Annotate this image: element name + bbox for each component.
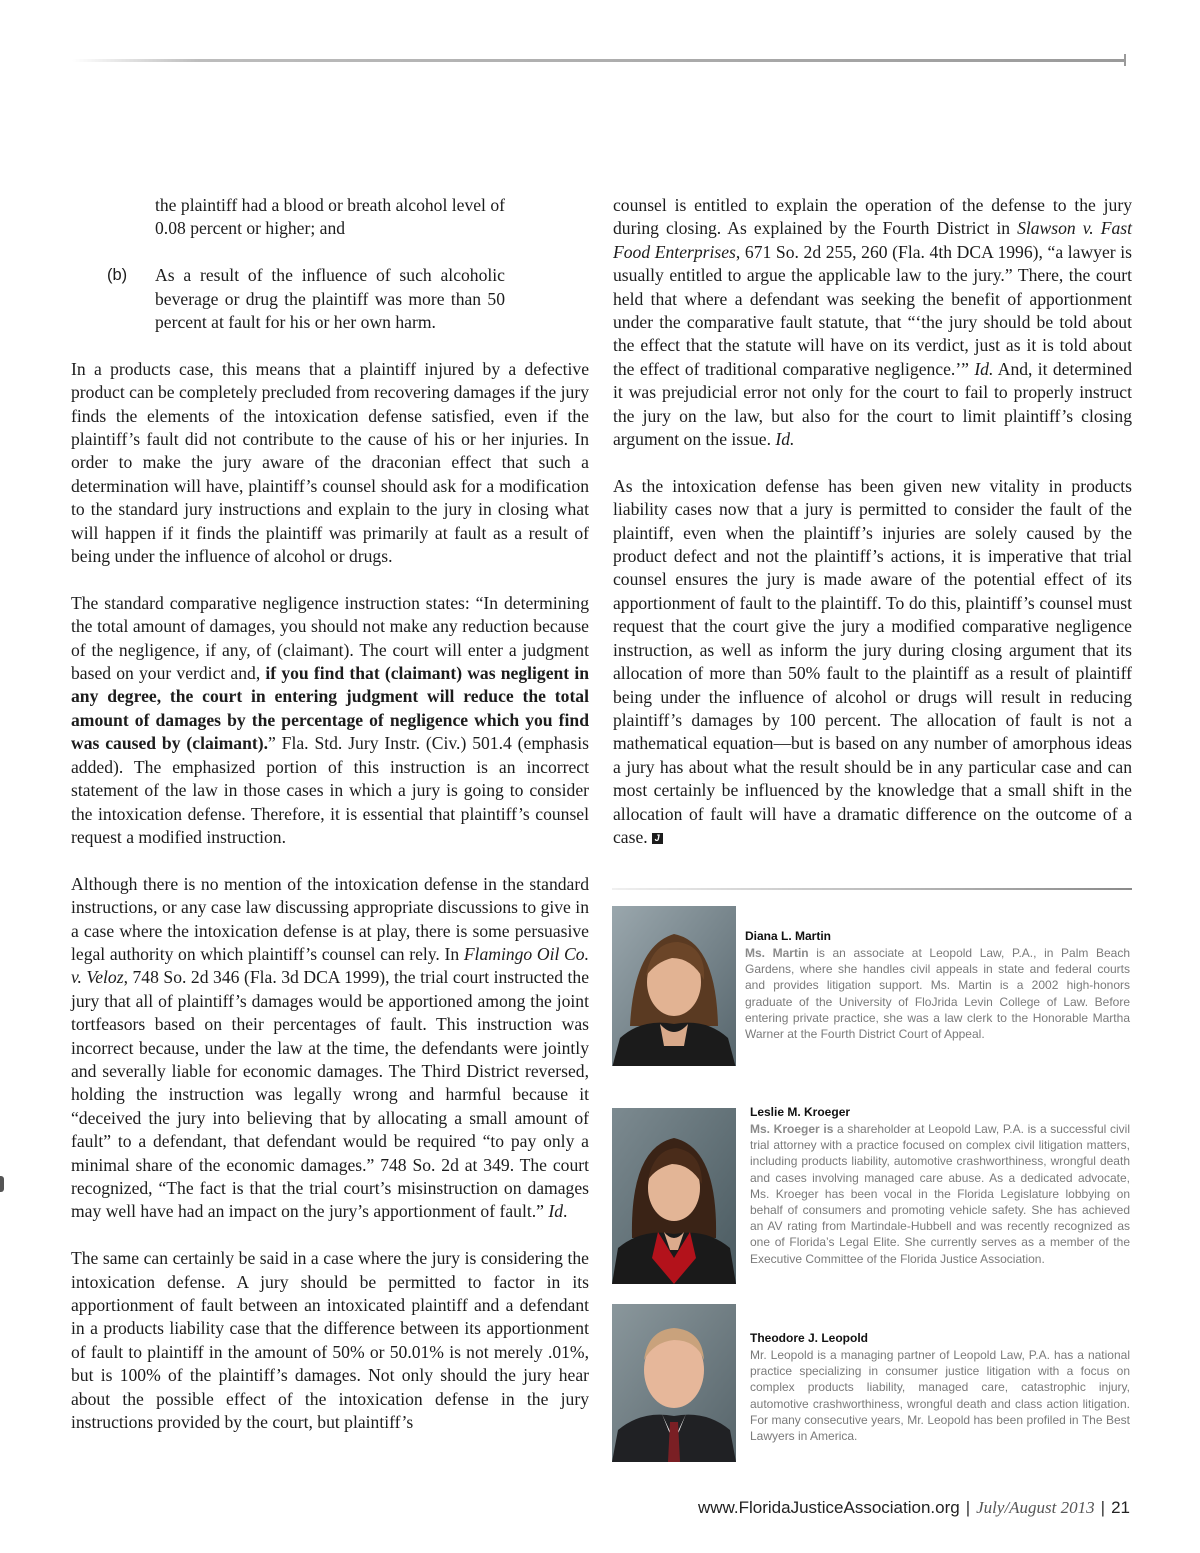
paragraph-closing-argument [613, 194, 1132, 451]
page-edge-tab [0, 1176, 4, 1192]
paragraph-conclusion [613, 475, 1132, 850]
left-column [71, 194, 589, 1434]
paragraph-flamingo-oil [71, 873, 589, 1224]
bio-name-kroeger: Leslie M. Kroeger [750, 1105, 851, 1119]
footer-separator-2: | [1100, 1498, 1106, 1517]
case-name-flamingo: Flamingo Oil Co. v. Veloz [71, 943, 589, 988]
author-photo-kroeger [612, 1108, 736, 1284]
list-item-a-text: the plaintiff had a blood or breath alcohol level of 0.08 percent or higher; and [155, 195, 505, 239]
bio-body-leopold: Mr. Leopold is a managing partner of Leopold Law, P.A. has a national practice specializing in consumer justice litigation with a focus on complex products liability, managed care, catastrophic injury, automotive crashworthiness, wrongful death and class action litigation. For many consecutive years, Mr. Leopold has been profiled in The Best Lawyers in America. [750, 1348, 1130, 1444]
emphasized-instruction: if you find that (claimant) was negligent in any degree, the court in entering judgment will reduce the total amount of damages by the percentage of negligence which you find was caused by (claimant). [71, 663, 590, 754]
footer-page-number: 21 [1111, 1498, 1130, 1517]
footer-separator-1: | [965, 1498, 971, 1517]
list-item-b [71, 264, 505, 334]
footer-issue: July/August 2013 [976, 1498, 1095, 1517]
page-footer [600, 1498, 1130, 1524]
paragraph-products-case: In a products case, this means that a plaintiff injured by a defective product can be completely precluded from recovering damages if the jury finds the elements of the intoxication defense satisfied, even if the plaintiff’s fault did not contribute to the cause of his or her injuries. In order to make the jury aware of the draconian effect that such a determination will have, plaintiff’s counsel should ask for a modification to the standard jury instructions and explain to the jury in closing what will happen if it finds the plaintiff was primarily at fault as a result of being under the influence of alcohol or drugs. [71, 358, 589, 567]
paragraph-standard-instruction-start: The standard comparative negligence instruction states: “In determining the total amount of damages, you should not make any reduction because of the negligence, if any, of (claimant). The court will enter a judgment based on your verdict and, [71, 592, 589, 684]
id-citation-2: Id. [775, 429, 795, 450]
paragraph-standard-instruction [71, 592, 589, 849]
paragraph-flamingo-start: Although there is no mention of the intoxication defense in the standard instructions, or any case law discussing appropriate discussions to give in a case where the intoxication defense is at play, there is some persuasive legal authority on which plaintiff’s counsel can rely. In [71, 873, 589, 964]
list-marker-b: (b) [107, 266, 128, 285]
paragraph-flamingo-mid: , 748 So. 2d 346 (Fla. 3d DCA 1999), the trial court instructed the jury that all of plaintiff’s damages would be apportioned among the joint tortfeasors based on their percentages of fault. This instruction was incorrect because, under the law at the time, the defendants were jointly and severally liable for economic damages. The Third District reversed, holding the instruction was legally wrong and harmful because it “deceived the jury into believing that by allocating a small amount of fault” to a defendant, that defendant would be required “to pay only a minimal share of the economic damages.” 748 So. 2d at 349. The court recognized, “The fact is that the trial court’s misinstruction on damages may well have had an impact on the jury’s apportionment of fault.” [71, 967, 590, 1222]
paragraph-same-said: The same can certainly be said in a case where the jury is considering the intoxication defense. A jury should be permitted to factor in its apportionment of fault between an intoxicated plaintiff and a defendant in a products liability case that the difference between its apportionment of fault to plaintiff in the amount of 50% or 50.01% is not merely .01%, but is 100% of the plaintiff’s damages. Not only should the jury hear about the possible effect of the intoxication defense in the jury instructions provided by the court, but plaintiff’s [71, 1248, 589, 1433]
bio-divider [612, 888, 1132, 890]
paragraph-flamingo-end: . [563, 1201, 568, 1222]
case-name-slawson: Slawson v. Fast Food Enterprises [613, 218, 1133, 262]
list-item-b-text: As a result of the influence of such alcoholic beverage or drug the plaintiff was more than 50 percent at fault for his or her own harm. [155, 265, 505, 333]
bio-body-kroeger: a shareholder at Leopold Law, P.A. is a successful civil trial attorney with a practice focused on complex civil litigation matters, including products liability, automotive crashworthiness, wrongful death and cases involving managed care abuse. As a dedicated advocate, Ms. Kroeger has been vocal in the Florida Legislature lobbying on behalf of consumers and promoting vehicle safety. She has achieved an AV rating from Martindale-Hubbell and was recently recognized as one of Florida’s Legal Elite. She currently serves as a member of the Executive Committee of the Florida Justice Association. [750, 1122, 1131, 1266]
bio-text-martin [745, 928, 1130, 1042]
right-column [613, 194, 1132, 849]
end-of-article-icon: J [652, 833, 663, 844]
paragraph-closing-mid: , 671 So. 2d 255, 260 (Fla. 4th DCA 1996), “a lawyer is usually entitled to argue the applicable law to the jury.” There, the court held that where a defendant was seeking the benefit of apportionment under the comparative fault statute, that “‘the jury should be told about the effect that the statute will have on its verdict, just as it is told about the effect of traditional comparative negligence.’” [613, 241, 1132, 379]
paragraph-standard-instruction-end: ” Fla. Std. Jury Instr. (Civ.) 501.4 (emphasis added). The emphasized portion of this instruction is an incorrect statement of the law in those cases in which a jury is going to consider the intoxication defense. Therefore, it is essential that plaintiff’s counsel request a modified instruction. [71, 733, 589, 847]
bio-lead-kroeger: Ms. Kroeger is [750, 1122, 834, 1136]
paragraph-closing-start: counsel is entitled to explain the operation of the defense to the jury during closing. As explained by the Fourth District in [613, 195, 1132, 239]
paragraph-closing-mid2: And, it determined it was prejudicial error not only for the court to fail to properly instruct the jury on the law, but also for the court to limit plaintiff’s closing argument on the issue. [613, 358, 1132, 450]
footer-website-link[interactable]: www.FloridaJusticeAssociation.org [698, 1498, 960, 1517]
top-rule [72, 59, 1126, 62]
paragraph-conclusion-text: As the intoxication defense has been given new vitality in products liability cases now that a jury is permitted to consider the fault of the plaintiff, even when the plaintiff’s injuries are solely caused by the product defect and not the plaintiff’s actions, it is imperative that trial counsel ensures the jury is made aware of the potential effect of its apportionment of fault to the plaintiff. To do this, plaintiff’s counsel must request that the court give the jury a modified comparative negligence instruction, as well as inform the jury during closing argument that its allocation of more than 50% fault to the plaintiff as a result of plaintiff being under the influence of alcohol or drugs will result in reducing plaintiff’s damages by 100 percent. The allocation of fault is not a mathematical equation—but is based on any number of amorphous ideas a jury has about what the result should be in any particular case and can most certainly be influenced by the knowledge that a small shift in the allocation of fault will have a dramatic difference on the outcome of a case. [613, 475, 1132, 847]
bio-lead-martin: Ms. Martin [745, 946, 809, 960]
author-photo-leopold [612, 1304, 736, 1462]
id-citation-1: Id. [974, 358, 994, 379]
author-photo-martin [612, 906, 736, 1066]
bio-name-martin: Diana L. Martin [745, 929, 832, 943]
top-rule-cap [1124, 54, 1126, 66]
bio-name-leopold: Theodore J. Leopold [750, 1331, 869, 1345]
bio-text-kroeger [750, 1104, 1130, 1267]
bio-text-leopold [750, 1330, 1130, 1444]
list-item-a-tail [71, 194, 505, 241]
id-citation: Id [548, 1201, 563, 1222]
bio-body-martin: is an associate at Leopold Law, P.A., in Palm Beach Gardens, where she handles civil appeals in state and federal courts and provides litigation support. Ms. Martin is a 2002 high-honors graduate of the University of FloJrida Levin College of Law. Before entering private practice, she was a law clerk to the Honorable Martha Warner at the Fourth District Court of Appeal. [745, 946, 1130, 1042]
